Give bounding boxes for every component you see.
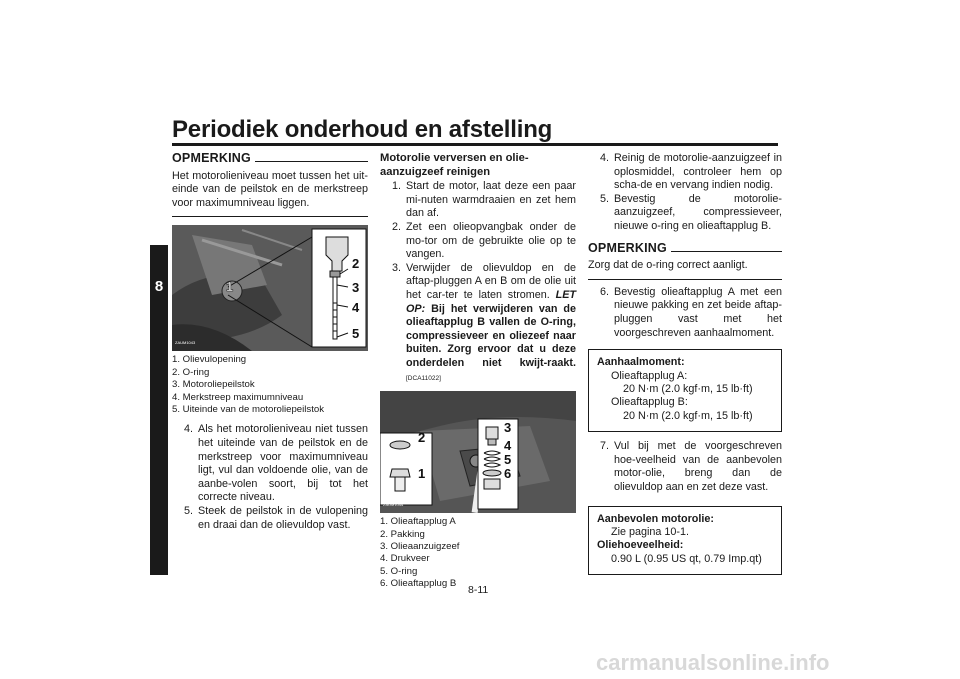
column-2 — [380, 152, 576, 591]
legend-item: 3. Olieaanzuigzeef — [380, 540, 460, 552]
legend-item: 1. Olievulopening — [172, 354, 247, 366]
callout-2: 2 — [418, 430, 426, 446]
oil-quantity-label: Oliehoeveelheid: — [597, 539, 684, 552]
figure-dipstick — [172, 225, 368, 351]
legend-item: 4. Drukveer — [380, 553, 430, 565]
torque-a-value: 20 N·m (2.0 kgf·m, 15 lb·ft) — [623, 382, 753, 395]
step-number: 6. — [600, 285, 610, 298]
step-number: 1. — [392, 180, 402, 193]
callout-1: 1 — [226, 279, 234, 295]
legend-item: 6. Olieaftapplug B — [380, 578, 457, 590]
callout-6: 6 — [504, 466, 512, 482]
step-item — [588, 286, 782, 340]
figure-legend — [380, 516, 576, 590]
legend-item: 2. O-ring — [172, 366, 210, 378]
step-text: Vul bij met de voorgeschreven hoe-veelheid van de aanbevolen motor-olie, breng dan de olievuldop aan en zet deze vast. — [614, 440, 782, 493]
note-label: OPMERKING — [172, 151, 251, 165]
step-number: 4. — [184, 423, 194, 436]
note-end-rule — [172, 216, 368, 217]
drain-plug-illustration — [380, 391, 576, 513]
step-number: 2. — [392, 220, 402, 233]
callout-5: 5 — [504, 452, 512, 468]
caution-label: LET OP: — [406, 288, 576, 315]
torque-spec-box — [588, 349, 782, 432]
chapter-number: 8 — [154, 278, 164, 295]
step-text: Verwijder de olievuldop en de aftap-pluggen A en B om de olie uit het car-ter te laten stromen. — [406, 261, 576, 301]
step-number: 7. — [600, 440, 610, 453]
watermark: carmanualsonline.info — [596, 650, 830, 675]
callout-4: 4 — [504, 438, 512, 454]
column-3 — [588, 152, 782, 575]
note-header — [172, 152, 368, 166]
figure-code: ZAUM1043 — [175, 339, 196, 345]
legend-item: 4. Merkstreep maximumniveau — [172, 391, 304, 403]
step-item — [380, 221, 576, 262]
step-number: 4. — [600, 152, 610, 164]
legend-item: 2. Pakking — [380, 528, 425, 540]
column-1 — [172, 152, 368, 532]
step-item — [172, 423, 368, 505]
callout-1: 1 — [418, 466, 426, 482]
figure-drain-plugs — [380, 391, 576, 513]
step-text: Reinig de motorolie-aanzuigzeef in oplosmiddel, controleer hem op scha-de en vervang indien nodig. — [614, 152, 782, 192]
section-heading: Motorolie verversen en olie-aanzuigzeef reinigen — [380, 152, 529, 178]
callout-4: 4 — [352, 300, 360, 316]
torque-b-label: Olieaftapplug B: — [611, 396, 688, 409]
legend-item: 5. O-ring — [380, 565, 418, 577]
figure-legend — [172, 354, 368, 416]
dipstick-illustration — [172, 225, 368, 351]
torque-a-label: Olieaftapplug A: — [611, 369, 688, 382]
step-text: Bevestig olieaftapplug A met een nieuwe pakking en zet beide aftap-pluggen vast met het voorgeschreven aanhaalmoment. — [614, 285, 782, 339]
step-number: 5. — [184, 504, 194, 517]
figure-code: ZAUM1044 — [383, 501, 404, 507]
legend-item: 1. Olieaftapplug A — [380, 516, 456, 528]
step-item — [588, 440, 782, 494]
page-title: Periodiek onderhoud en afstelling — [172, 116, 553, 143]
page-number: 8-11 — [468, 584, 489, 596]
oil-spec-box — [588, 506, 782, 576]
step-list — [588, 152, 782, 234]
step-text: Start de motor, laat deze een paar mi-nuten warmdraaien en zet hem dan af. — [406, 180, 576, 220]
note-text: Zorg dat de o-ring correct aanligt. — [588, 259, 748, 272]
step-list — [588, 286, 782, 340]
step-text: Steek de peilstok in de vulopening en draai dan de olievuldop vast. — [198, 504, 368, 531]
step-text: Als het motorolieniveau niet tussen het uiteinde van de peilstok en de merkstreep voor maximumniveau ligt, vul dan voldoende olie, van de aanbe-volen soort, bij tot het correcte niveau. — [198, 423, 368, 504]
oil-title: Aanbevolen motorolie: — [597, 512, 714, 525]
legend-item: 3. Motoroliepeilstok — [172, 379, 255, 391]
note-text: Het motorolieniveau moet tussen het uit-einde van de peilstok en de merkstreep voor maximumniveau liggen. — [172, 169, 368, 209]
step-item — [588, 193, 782, 234]
caution-text: Bij het verwijderen van de olieaftapplug B vallen de O-ring, compressieveer en oliezeef naar buiten. Zorg ervoor dat u deze onderdelen niet kwijt-raakt. — [406, 302, 576, 369]
callout-2: 2 — [352, 256, 360, 272]
callout-5: 5 — [352, 326, 360, 342]
step-list — [380, 180, 576, 385]
step-item — [172, 505, 368, 532]
torque-title: Aanhaalmoment: — [597, 356, 685, 369]
title-rule — [172, 143, 778, 146]
chapter-tab — [150, 245, 168, 575]
callout-3: 3 — [504, 420, 512, 436]
step-text: Zet een olieopvangbak onder de mo-tor om de gebruikte olie op te vangen. — [406, 220, 576, 261]
step-number: 3. — [392, 261, 402, 274]
step-item — [588, 152, 782, 193]
step-number: 5. — [600, 192, 610, 205]
torque-b-value: 20 N·m (2.0 kgf·m, 15 lb·ft) — [623, 409, 753, 422]
caution-code: [DCA11022] — [406, 374, 441, 382]
oil-quantity-value: 0.90 L (0.95 US qt, 0.79 Imp.qt) — [611, 552, 762, 565]
oil-reference: Zie pagina 10-1. — [611, 525, 690, 538]
note-header — [588, 242, 782, 256]
step-text: Bevestig de motorolie-aanzuigzeef, compressieveer, nieuwe o-ring en olieaftapplug B. — [614, 192, 782, 232]
step-item — [380, 262, 576, 385]
step-list — [172, 423, 368, 532]
callout-3: 3 — [352, 280, 360, 296]
step-item — [380, 180, 576, 221]
legend-item: 5. Uiteinde van de motoroliepeilstok — [172, 404, 324, 415]
step-list — [588, 440, 782, 494]
note-label: OPMERKING — [588, 240, 667, 255]
note-end-rule — [588, 279, 782, 280]
